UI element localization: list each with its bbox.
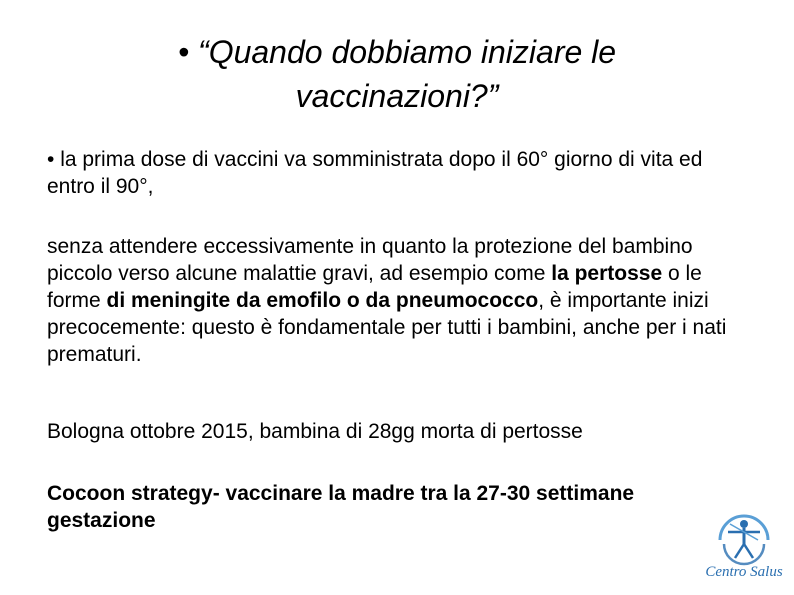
protection-text-part1: senza attendere eccessivamente in quanto la protezione del bambino piccolo verso alcune malattie gravi, ad esempio come <box>47 235 693 285</box>
protection-text-part3: , è importante inizi precocemente: questo è fondamentale per tutti i bambini, anche per i nati prematuri. <box>47 289 727 366</box>
cocoon-strategy-text: Cocoon strategy- vaccinare la madre tra la 27-30 settimane gestazione <box>47 482 635 532</box>
paragraph-bullet: • <box>47 148 55 171</box>
title-line2: vaccinazioni?” <box>295 78 499 114</box>
pertussis-emphasis: la pertosse <box>551 262 663 285</box>
meningitis-emphasis: di meningite da emofilo o da pneumococco <box>106 289 539 312</box>
paragraph-bologna-case <box>47 418 747 445</box>
centro-salus-logo <box>694 506 794 595</box>
bologna-case-text: Bologna ottobre 2015, bambina di 28gg morta di pertosse <box>47 420 583 443</box>
paragraph-cocoon-strategy <box>47 480 747 534</box>
logo-text: Centro Salus <box>705 564 783 580</box>
paragraph-first-dose-text: la prima dose di vaccini va somministrata dopo il 60° giorno di vita ed entro il 90°, <box>47 148 703 198</box>
title-bullet: • <box>177 34 190 70</box>
protection-text-part2: o le forme <box>47 262 702 312</box>
paragraph-protection <box>47 233 747 368</box>
slide-title <box>60 30 734 118</box>
vitruvian-figure-icon <box>694 506 794 566</box>
title-line1: “Quando dobbiamo iniziare le <box>198 34 617 70</box>
paragraph-first-dose <box>47 146 747 200</box>
